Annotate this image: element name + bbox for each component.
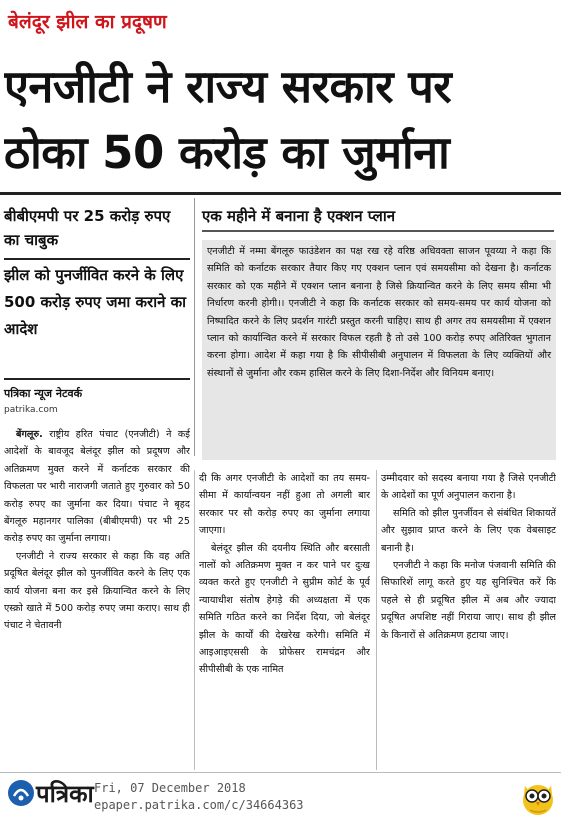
column-divider [194,198,195,456]
edition-date: Fri, 07 December 2018 [94,781,246,795]
highlight-box [202,240,556,460]
box-text: एनजीटी में नम्मा बेंगलूरु फाउंडेशन का पक्ष रख रहे वरिष्ठ अधिवक्ता साजन पूवय्या ने कहा कि समिति को कर्नाटक सरकार तैयार किए गए एक्शन प्लान एवं समयसीमा को देखना है। कर्नाटक सरकार को एक महीने में एक्शन प्लान बनाना है जिसे क्रियान्वित करने के लिए समय सीमा भी निर्धारण करनी होगी।। एनजीटी ने कहा कि कर्नाटक सरकार को समय-समय पर कार्य योजना को निष्पादित करने के लिए प्रदर्शन गारंटी प्रस्तुत करनी चाहिए। साथ ही अगर तय समयसीमा में एक्शन प्लान को कार्यान्वित करने में सरकार विफल रहती है तो उसे 100 करोड़ रुपए अतिरिक्त भुगतान करना होगा। आदेश में कहा गया है कि सीपीसीबी अनुपालन में विफलता के लिए व्यक्तियों और संस्थानों से जुर्माना और रकम हासिल करने के लिए दिशा-निर्देश और विनियम बनाए। [207,246,551,379]
subhead-rule [202,230,554,232]
deck-secondary: झील को पुनर्जीवित करने के लिए 500 करोड़ रुपए जमा कराने का आदेश [4,266,187,338]
paragraph: समिति को झील पुनर्जीवन से संबंधित शिकायतें और सुझाव प्राप्त करने के लिए एक वेबसाइट बनानी है। [381,507,556,554]
paragraph: बेलंदूर झील की दयनीय स्थिति और बरसाती नालों को अतिक्रमण मुक्त न कर पाने पर दुःख व्यक्त करते हुए एनजीटी ने सुप्रीम कोर्ट के पूर्व न्यायाधीश संतोष हेगड़े की अध्यक्षता में एक समिति गठित करने का निर्देश दिया, जो बेलंदूर झील के कार्यों की देखरेख करेगी। समिति में आइआइएससी के प्रोफेसर रामचंद्रन और सीपीसीबी के एक नामित [199,542,370,676]
patrika-logo-icon [6,778,36,808]
byline-site: patrika.com [4,405,58,415]
footer-logo: पत्रिका [36,780,94,808]
headline-line-1: एनजीटी ने राज्य सरकार पर [4,60,452,113]
box-subhead: एक महीने में बनाना है एक्शन प्लान [202,207,396,225]
byline: पत्रिका न्यूज नेटवर्क [4,387,83,400]
footer-rule [0,772,561,773]
paragraph: एनजीटी ने कहा कि मनोज पंजवानी समिति की सिफारिशें लागू करते हुए यह सुनिश्चित करें कि पहले से ही प्रदूषित झील में अब और ज्यादा प्रदूषित अपशिष्ट नहीं गिराया जाए। साथ ही झील के किनारों से अतिक्रमण हटाया जाए। [381,560,556,641]
paragraph-text: राष्ट्रीय हरित पंचाट (एनजीटी) ने कई आदेशों के बावजूद बेलंदूर झील को प्रदूषण और अतिक्रमण मुक्त करने में कर्नाटक सरकार की विफलता पर भारी नाराजगी जताते हुए गुरुवार को 50 करोड़ रुपए का जुर्माना कर दिया। पंचाट ने बृहद बेंगलूरु महानगर पालिका (बीबीएमपी) पर भी 25 करोड़ रुपए का जुर्माना लगाया। [4,429,190,545]
epaper-url[interactable]: epaper.patrika.com/c/34664363 [94,798,304,812]
dateline: बेंगलूरु. [16,429,43,440]
deck-primary: बीबीएमपी पर 25 करोड़ रुपए का चाबुक [4,207,171,249]
paragraph [4,426,190,548]
owl-icon [520,776,556,816]
paragraph: दी कि अगर एनजीटी के आदेशों का तय समय-सीमा में कार्यान्वयन नहीं हुआ तो अगली बार सरकार पर सौ करोड़ रुपए का जुर्माना लगाया जाएगा। [199,473,370,537]
body-column-3 [376,470,556,770]
headline-rule [0,192,561,195]
body-column-2 [194,470,370,770]
headline-line-2: ठोका 50 करोड़ का जुर्माना [4,126,450,179]
body-column-1 [4,426,190,766]
kicker: बेलंदूर झील का प्रदूषण [8,11,167,33]
deck-separator [4,258,190,260]
byline-separator [4,378,190,380]
paragraph: एनजीटी ने राज्य सरकार से कहा कि वह अति प्रदूषित बेलंदूर झील को पुनर्जीवित करने के लिए एक कार्य योजना बना कर इसे क्रियान्वित करने के लिए एस्क्रो खाते में 500 करोड़ रुपए जमा कराए। साथ ही पंचाट ने चेतावनी [4,550,190,632]
paragraph: उम्मीदवार को सदस्य बनाया गया है जिसे एनजीटी के आदेशों का पूर्ण अनुपालन कराना है। [381,473,556,502]
